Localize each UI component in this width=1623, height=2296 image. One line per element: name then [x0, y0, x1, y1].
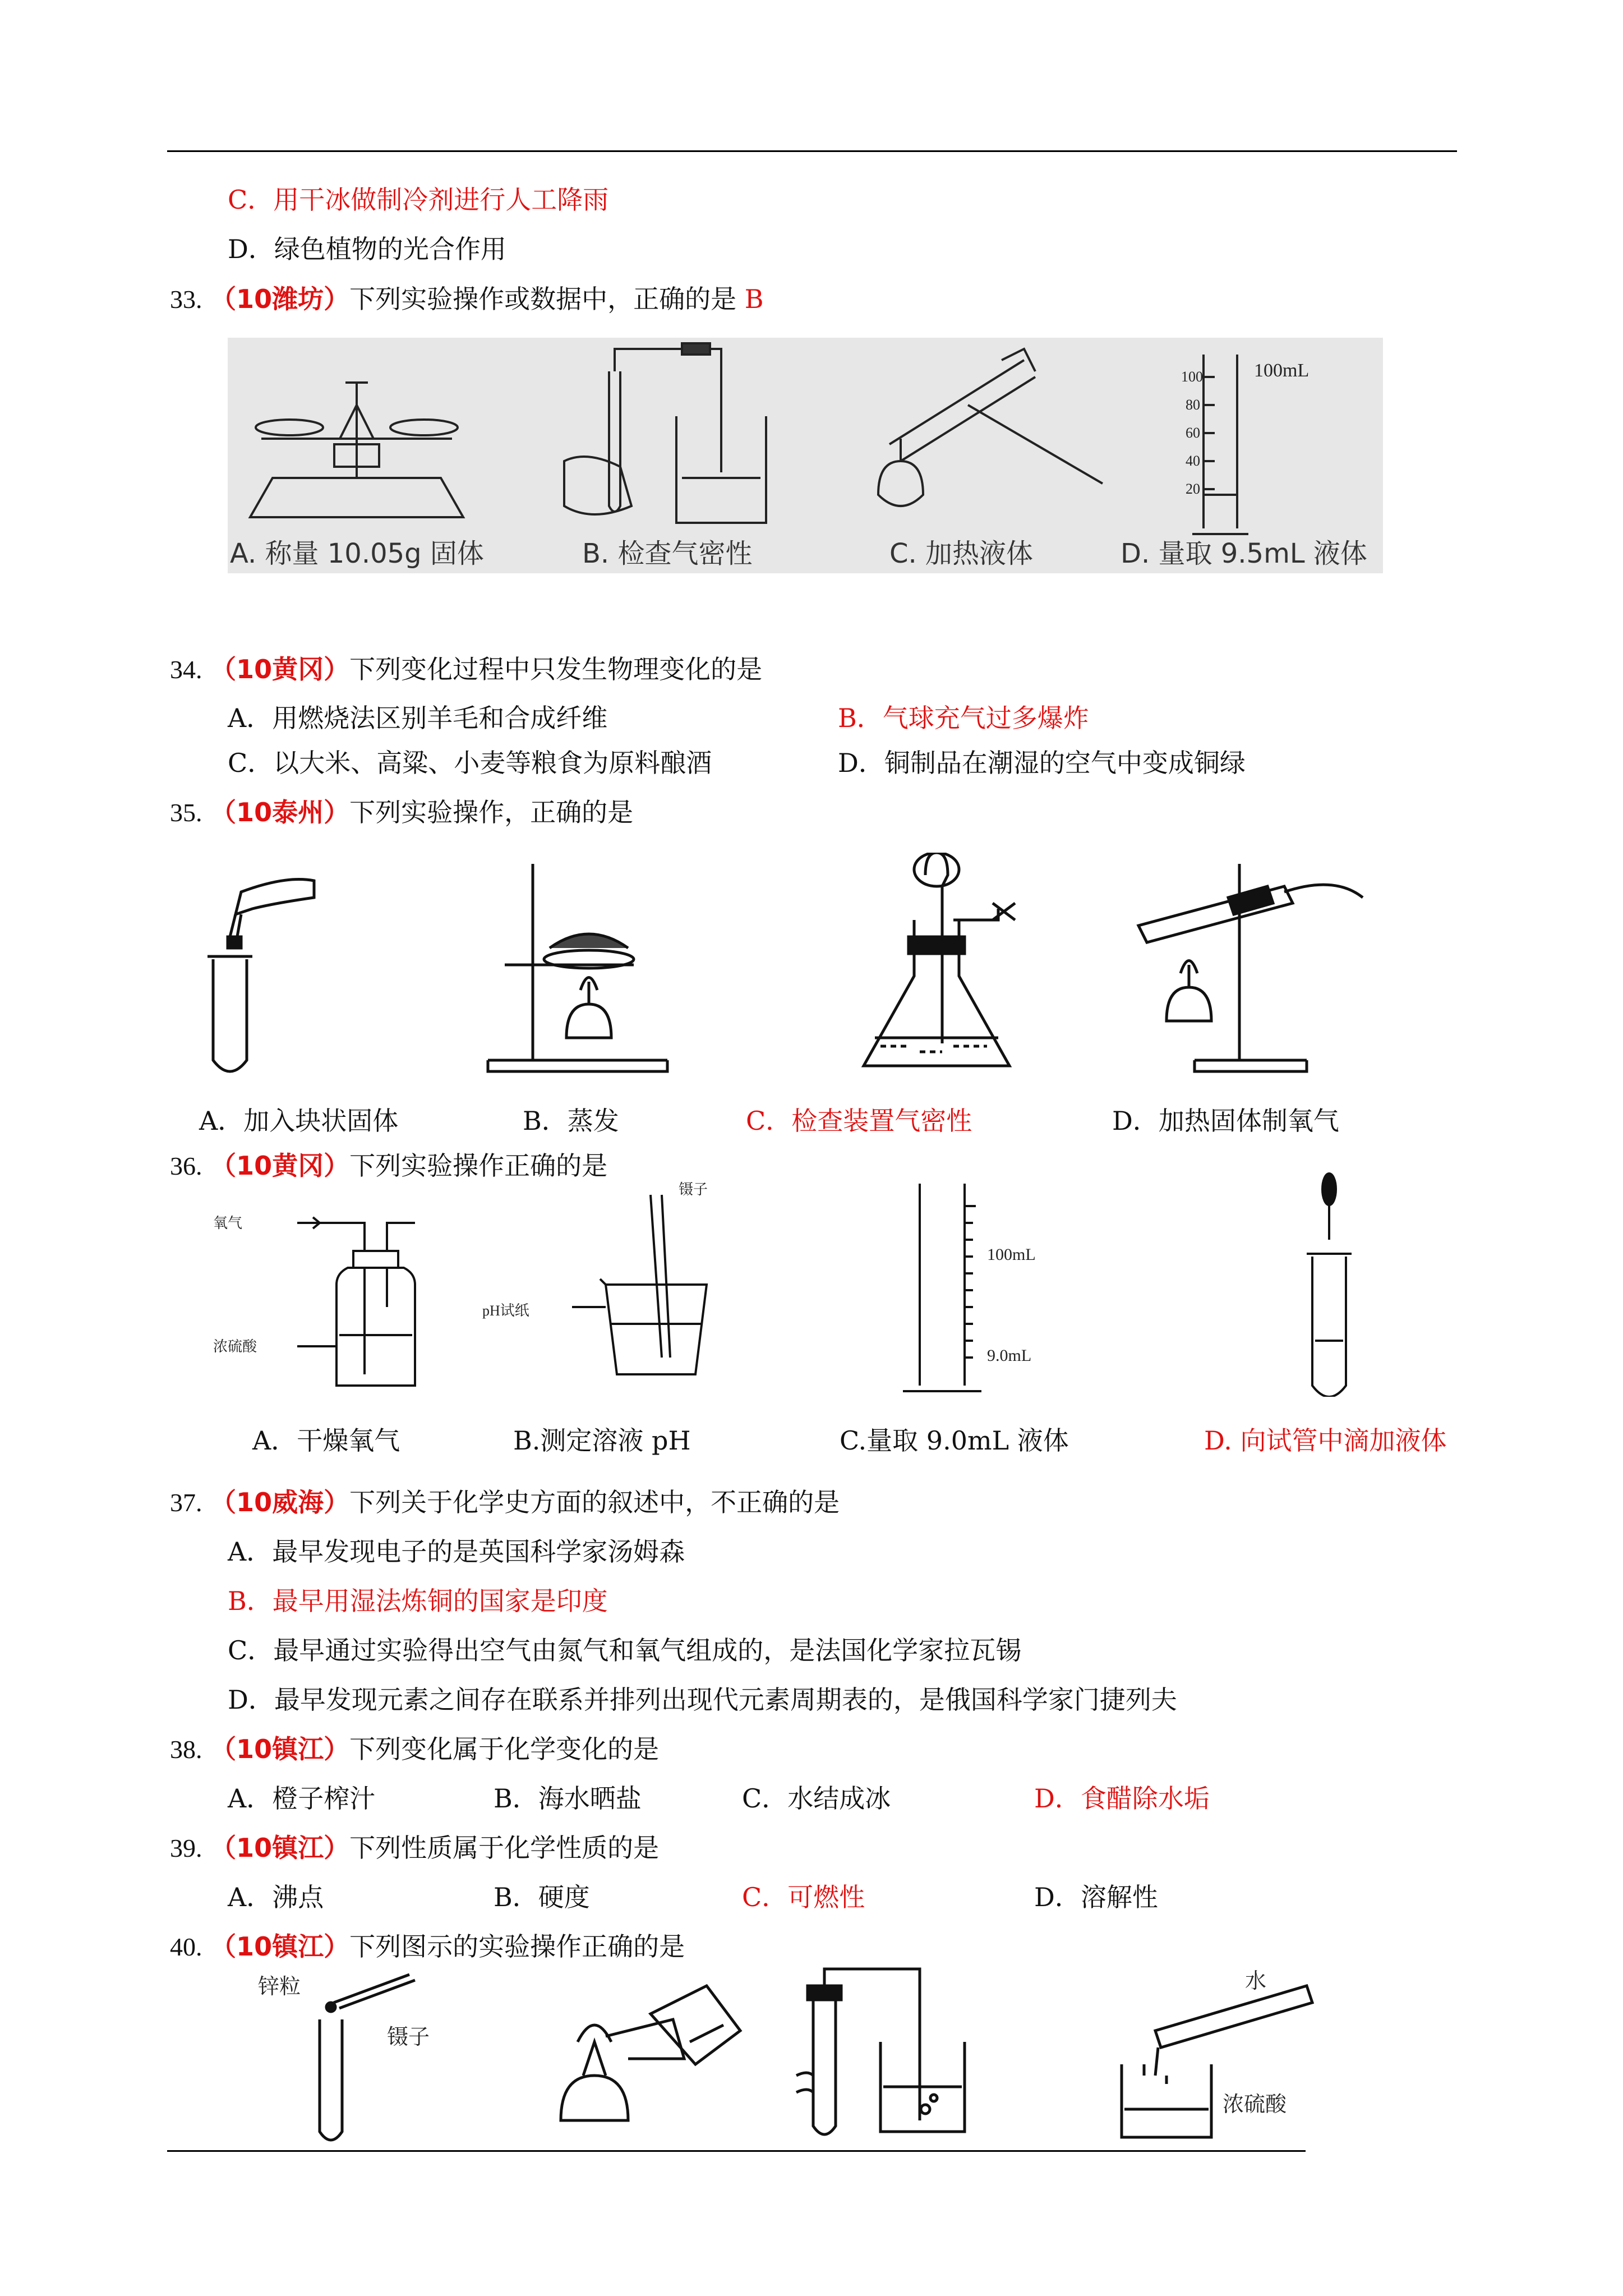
question-number: 34.: [170, 655, 202, 684]
q32-option-d: D．绿色植物的光合作用: [228, 234, 506, 264]
label-tweezers: 镊子: [387, 2024, 430, 2049]
question-text: 下列关于化学史方面的叙述中，不正确的是: [349, 1487, 840, 1517]
figure-caption-d: D. 量取 9.5mL 液体: [1121, 538, 1367, 569]
question-source: （10泰州）: [210, 797, 350, 827]
q36-option-d: D. 向试管中滴加液体: [1204, 1425, 1447, 1456]
question-number: 33.: [170, 285, 202, 314]
q35-option-a: A．加入块状固体: [199, 1106, 399, 1136]
q37-option-d: D．最早发现元素之间存在联系并排列出现代元素周期表的，是俄国科学家门捷列夫: [228, 1685, 1177, 1715]
cylinder-capacity-label: 100mL: [1254, 360, 1310, 381]
q36-figure: [213, 1172, 1391, 1397]
question-source: （10威海）: [210, 1487, 350, 1517]
q36-option-c: C.量取 9.0mL 液体: [840, 1425, 1069, 1456]
q35-stem: [170, 795, 633, 830]
question-text: 下列实验操作，正确的是: [349, 797, 634, 827]
q33-figure: [228, 338, 1383, 573]
q37-option-c: C．最早通过实验得出空气由氮气和氧气组成的，是法国化学家拉瓦锡: [228, 1635, 1022, 1665]
q35-option-c: C．检查装置气密性: [746, 1106, 972, 1136]
q38-stem: [170, 1732, 659, 1766]
question-number: 38.: [170, 1735, 202, 1764]
q38-option-a: A．橙子榨汁: [228, 1783, 376, 1814]
q35-apparatus-drawing: [185, 853, 1475, 1088]
question-number: 37.: [170, 1488, 202, 1517]
label-tweezers: 镊子: [679, 1181, 708, 1198]
q34-option-c: C．以大米、高粱、小麦等粮食为原料酿酒: [228, 748, 712, 778]
q39-stem: [170, 1831, 659, 1865]
label-ph-paper: pH试纸: [482, 1303, 529, 1319]
q37-option-b: B．最早用湿法炼铜的国家是印度: [228, 1586, 608, 1616]
cylinder-tick: 40: [1186, 453, 1200, 469]
q40-figure: [247, 1963, 1340, 2148]
question-source: （10镇江）: [210, 1734, 350, 1764]
q33-stem: [170, 282, 764, 316]
q36-option-a: A．干燥氧气: [252, 1425, 400, 1456]
question-text: 下列变化属于化学变化的是: [349, 1734, 660, 1764]
q36-apparatus-drawing: [213, 1172, 1391, 1397]
question-source: （10潍坊）: [210, 284, 350, 314]
question-number: 36.: [170, 1152, 202, 1180]
q35-option-d: D．加热固体制氧气: [1112, 1106, 1339, 1136]
q32-option-c: C．用干冰做制冷剂进行人工降雨: [228, 185, 609, 215]
q40-apparatus-drawing: [247, 1963, 1340, 2148]
q39-option-a: A．沸点: [228, 1882, 324, 1912]
question-text: 下列图示的实验操作正确的是: [349, 1931, 685, 1962]
cylinder-tick: 100: [1181, 369, 1203, 385]
q38-option-d: D．食醋除水垢: [1034, 1783, 1210, 1814]
q34-option-b: B．气球充气过多爆炸: [838, 703, 1089, 733]
question-number: 40.: [170, 1932, 202, 1961]
question-source: （10黄冈）: [210, 1151, 350, 1181]
q39-option-c: C．可燃性: [742, 1882, 865, 1912]
q36-option-b: B.测定溶液 pH: [513, 1425, 691, 1456]
figure-caption-b: B. 检查气密性: [582, 538, 753, 569]
label-zinc: 锌粒: [258, 1974, 301, 1999]
label-acid: 浓硫酸: [1223, 2092, 1287, 2116]
q35-figure: [185, 853, 1475, 1088]
q39-option-b: B．硬度: [494, 1882, 590, 1912]
label-acid: 浓硫酸: [213, 1338, 257, 1355]
q38-option-b: B．海水晒盐: [494, 1783, 642, 1814]
cylinder-tick: 60: [1186, 425, 1200, 441]
q34-stem: [170, 652, 762, 687]
question-number: 35.: [170, 798, 202, 827]
footer-rule: [167, 2150, 1306, 2152]
cylinder-label-9: 9.0mL: [987, 1346, 1032, 1365]
question-text: 下列实验操作或数据中，正确的是: [349, 284, 737, 314]
question-text: 下列变化过程中只发生物理变化的是: [349, 654, 763, 684]
q39-option-d: D．溶解性: [1034, 1882, 1158, 1912]
question-source: （10镇江）: [210, 1833, 350, 1863]
q37-stem: [170, 1485, 840, 1520]
question-text: 下列性质属于化学性质的是: [349, 1833, 660, 1863]
cylinder-tick: 80: [1186, 397, 1200, 413]
q34-option-a: A．用燃烧法区别羊毛和合成纤维: [228, 703, 608, 733]
question-source: （10黄冈）: [210, 654, 350, 684]
question-source: （10镇江）: [210, 1931, 350, 1962]
question-text: 下列实验操作正确的是: [349, 1151, 608, 1181]
q34-option-d: D．铜制品在潮湿的空气中变成铜绿: [838, 748, 1246, 778]
q38-option-c: C．水结成冰: [742, 1783, 891, 1814]
q40-stem: [170, 1930, 685, 1964]
question-number: 39.: [170, 1834, 202, 1862]
q35-option-b: B．蒸发: [523, 1106, 619, 1136]
q37-option-a: A．最早发现电子的是英国科学家汤姆森: [228, 1536, 685, 1567]
label-gas-in: 氧气: [213, 1215, 243, 1231]
answer-mark: B: [744, 284, 764, 314]
cylinder-tick: 20: [1186, 481, 1200, 497]
label-water: 水: [1245, 1968, 1267, 1993]
header-rule: [167, 150, 1457, 152]
figure-caption-a: A. 称量 10.05g 固体: [230, 538, 484, 569]
cylinder-label-100: 100mL: [987, 1245, 1036, 1264]
figure-caption-c: C. 加热液体: [889, 538, 1034, 569]
